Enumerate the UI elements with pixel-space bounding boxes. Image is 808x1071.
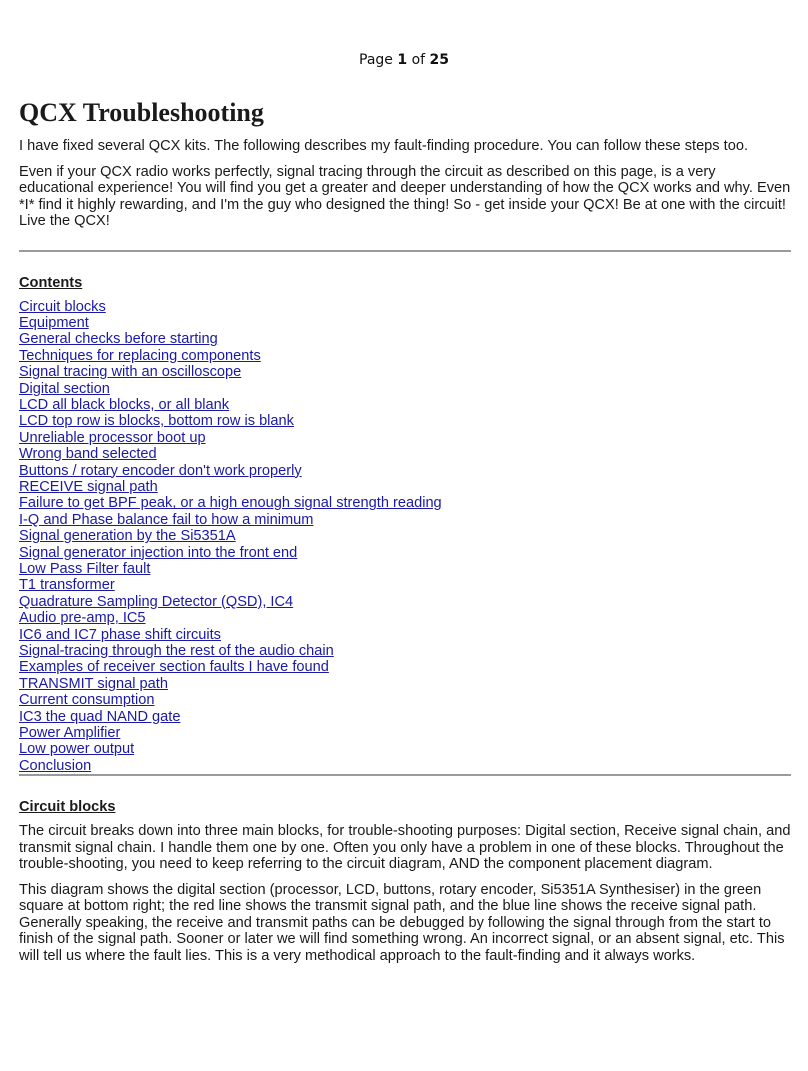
toc-link[interactable]: Failure to get BPF peak, or a high enough signal strength reading <box>19 495 442 512</box>
toc-link[interactable]: Quadrature Sampling Detector (QSD), IC4 <box>19 593 294 610</box>
toc-item <box>19 479 791 495</box>
toc-item <box>19 561 791 577</box>
toc-item <box>19 725 791 741</box>
intro-paragraph-1: I have fixed several QCX kits. The following describes my fault-finding procedure. You can follow these steps too. <box>19 138 748 154</box>
toc-link[interactable]: Signal tracing with an oscilloscope <box>19 364 242 381</box>
toc-link[interactable]: Signal generator injection into the front end <box>19 544 298 561</box>
toc-item <box>19 594 791 610</box>
toc-item <box>19 315 791 331</box>
page-label: Page <box>359 52 393 68</box>
toc-link[interactable]: LCD top row is blocks, bottom row is blank <box>19 413 294 430</box>
toc-link[interactable]: Low Pass Filter fault <box>19 561 151 577</box>
toc-item <box>19 446 791 462</box>
toc-item <box>19 413 791 429</box>
toc-item <box>19 528 791 544</box>
section-heading-circuit-blocks: Circuit blocks <box>19 799 116 816</box>
document-body <box>19 98 791 973</box>
toc-link[interactable]: TRANSMIT signal path <box>19 675 168 692</box>
intro-paragraph-2: Even if your QCX radio works perfectly, signal tracing through the circuit as described on this page, is a very educational experience! You will find you get a greater and deeper understanding of how the QCX works and why. Even *I* find it highly rewarding, and I'm the guy who designed the thing! So - get inside your QCX! Be at one with the circuit! Live the QCX! <box>19 163 791 229</box>
toc-item <box>19 610 791 626</box>
divider <box>19 774 791 776</box>
toc-item <box>19 758 791 774</box>
page-current: 1 <box>397 52 408 68</box>
toc-item <box>19 692 791 708</box>
toc-link[interactable]: IC3 the quad NAND gate <box>19 708 181 725</box>
toc-item <box>19 364 791 380</box>
toc-link[interactable]: Examples of receiver section faults I have found <box>19 659 329 676</box>
toc-link[interactable]: Current consumption <box>19 692 155 709</box>
toc-item <box>19 463 791 479</box>
toc-link[interactable]: Circuit blocks <box>19 298 106 315</box>
circuit-blocks-paragraph-2: This diagram shows the digital section (processor, LCD, buttons, rotary encoder, Si5351A Synthesiser) in the green square at bottom right; the red line shows the transmit signal path, and the blue line shows the receive signal path. Generally speaking, the receive and transmit paths can be debugged by following the signal through from the start to finish of the signal path. Sooner or later we will find something wrong. An incorrect signal, or an absent signal, etc. This will tell us where the fault lies. This is a very methodical approach to the fault-finding and it always works. <box>19 881 785 964</box>
toc-link[interactable]: Audio pre-amp, IC5 <box>19 610 146 627</box>
page-total: 25 <box>429 52 449 68</box>
toc-link[interactable]: Conclusion <box>19 757 92 774</box>
table-of-contents <box>19 299 791 775</box>
toc-link[interactable]: LCD all black blocks, or all blank <box>19 396 230 413</box>
toc-link[interactable]: General checks before starting <box>19 331 218 348</box>
toc-link[interactable]: IC6 and IC7 phase shift circuits <box>19 626 221 643</box>
toc-link[interactable]: Signal-tracing through the rest of the audio chain <box>19 643 334 660</box>
toc-link[interactable]: RECEIVE signal path <box>19 478 158 495</box>
toc-item <box>19 512 791 528</box>
toc-item <box>19 659 791 675</box>
toc-link[interactable]: Techniques for replacing components <box>19 347 261 364</box>
toc-item <box>19 741 791 757</box>
toc-item <box>19 627 791 643</box>
toc-link[interactable]: Equipment <box>19 314 89 331</box>
toc-link[interactable]: I-Q and Phase balance fail to how a minimum <box>19 511 314 528</box>
toc-link[interactable]: Power Amplifier <box>19 725 121 742</box>
toc-link[interactable]: Low power output <box>19 741 135 758</box>
toc-item <box>19 676 791 692</box>
toc-link[interactable]: T1 transformer <box>19 577 115 594</box>
toc-item <box>19 381 791 397</box>
page-number-header <box>0 52 808 68</box>
of-label: of <box>411 52 426 68</box>
toc-link[interactable]: Digital section <box>19 380 110 397</box>
toc-link[interactable]: Unreliable processor boot up <box>19 429 206 446</box>
toc-link[interactable]: Buttons / rotary encoder don't work properly <box>19 462 302 479</box>
toc-link[interactable]: Signal generation by the Si5351A <box>19 528 236 545</box>
toc-item <box>19 397 791 413</box>
toc-link[interactable]: Wrong band selected <box>19 446 157 463</box>
toc-item <box>19 348 791 364</box>
toc-item <box>19 430 791 446</box>
toc-item <box>19 577 791 593</box>
toc-item <box>19 643 791 659</box>
page-title: QCX Troubleshooting <box>19 98 264 127</box>
toc-item <box>19 495 791 511</box>
toc-item <box>19 709 791 725</box>
toc-item <box>19 299 791 315</box>
toc-item <box>19 331 791 347</box>
contents-heading: Contents <box>19 274 83 291</box>
divider <box>19 250 791 252</box>
toc-item <box>19 545 791 561</box>
circuit-blocks-paragraph-1: The circuit breaks down into three main blocks, for trouble-shooting purposes: Digital section, Receive signal chain, and transmit signal chain. I handle them one by one. Often you only have a problem in one of these blocks. Throughout the trouble-shooting, you need to keep referring to the circuit diagram, AND the component placement diagram. <box>19 823 791 873</box>
